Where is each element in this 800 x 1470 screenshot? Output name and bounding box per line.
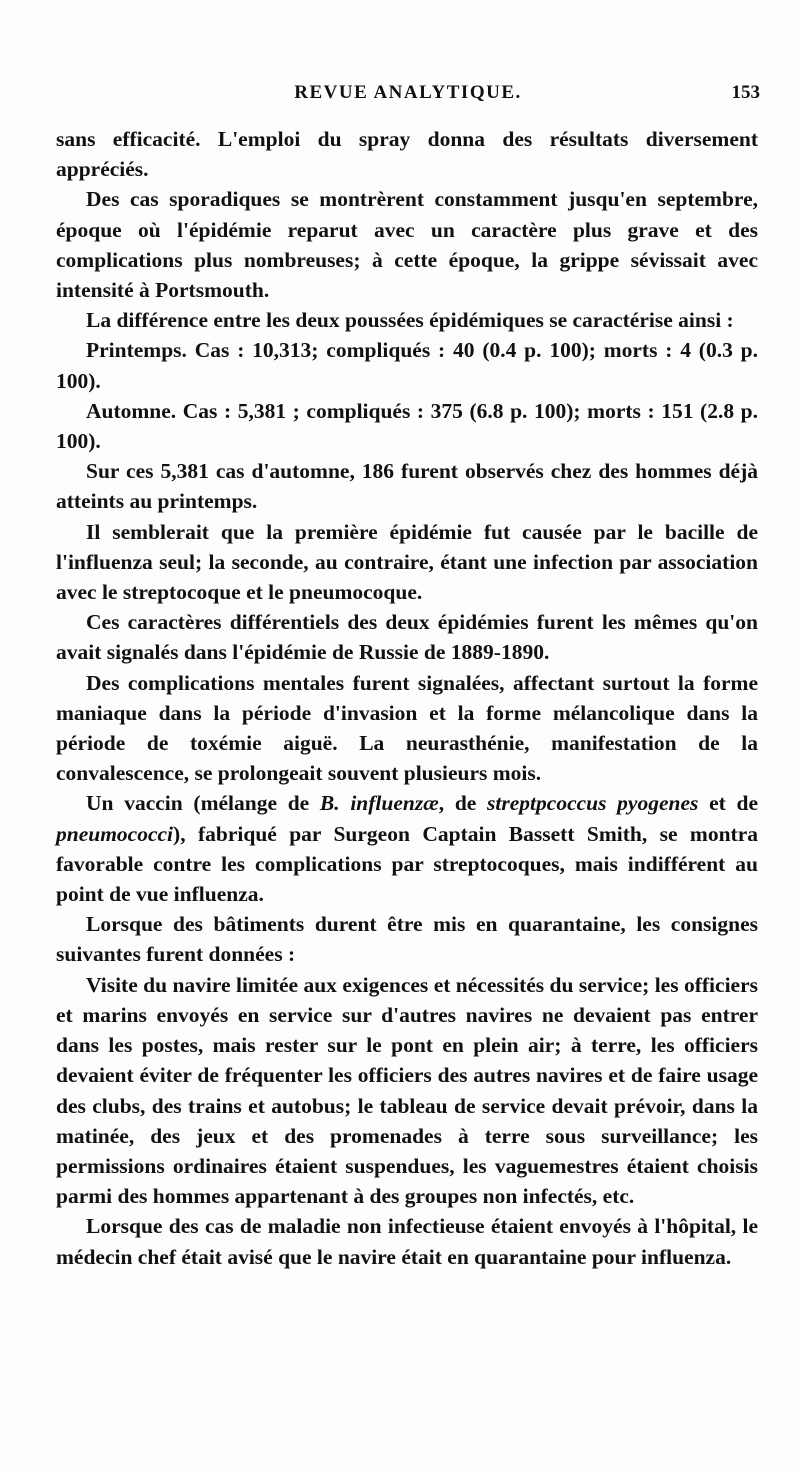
body-text (56, 124, 758, 1272)
vaccine-term-streptococcus: streptpcoccus pyogenes (487, 791, 699, 816)
vaccine-term-influenzae: B. influenzæ (319, 791, 439, 816)
paragraph-autumn-stats: Automne. Cas : 5,381 ; compliqués : 375 (6.8 p. 100); morts : 151 (2.8 p. 100). (56, 398, 758, 454)
running-title: REVUE ANALYTIQUE. (294, 82, 522, 103)
paragraph-mental-complications: Des complications mentales furent signalées, affectant surtout la forme maniaque dans la période d'invasion et la forme mélancolique dans la période de toxémie aiguë. La neurasthénie, manifestation de la convalescence, se prolongeait souvent plusieurs mois. (56, 670, 758, 786)
paragraph-vaccine (56, 788, 758, 909)
paragraph-difference: La différence entre les deux poussées épidémiques se caractérise ainsi : (86, 308, 734, 333)
vaccine-text-c: , de (438, 791, 488, 816)
paragraph-spring-stats: Printemps. Cas : 10,313; compliqués : 40 (0.4 p. 100); morts : 4 (0.3 p. 100). (56, 338, 758, 393)
paragraph-quarantine: Lorsque des bâtiments durent être mis en quarantaine, les consignes suivantes furent données : (56, 912, 758, 967)
paragraph-russia-epidemic: Ces caractères différentiels des deux épidémies furent les mêmes qu'on avait signalés dans l'épidémie de Russie de 1889-1890. (56, 610, 758, 665)
paragraph-ship-visit: Visite du navire limitée aux exigences et nécessités du service; les officiers et marins envoyés en service sur d'autres navires ne devaient pas entrer dans les postes, mais rester sur le pont en plein air; à terre, les officiers devaient éviter de fréquenter les officiers des autres navires et de faire usage des clubs, des trains et autobus; le tableau de service devait prévoir, dans la matinée, des jeux et des promenades à terre sous surveillance; les permissions ordinaires étaient suspendues, les vaguemestres étaient choisis parmi des hommes appartenant à des groupes non infectés, etc. (56, 972, 758, 1209)
paragraph-autumn-cases: Sur ces 5,381 cas d'automne, 186 furent observés chez des hommes déjà atteints au printemps. (56, 459, 758, 514)
paragraph-hospital: Lorsque des cas de maladie non infectieuse étaient envoyés à l'hôpital, le médecin chef était avisé que le navire était en quarantaine pour influenza. (56, 1214, 758, 1269)
vaccine-text-g: ), fabriqué par Surgeon Captain Bassett Smith, se montra favorable contre les complications par streptocoques, mais indifférent au point de vue influenza. (56, 821, 758, 907)
vaccine-term-pneumococci: pneumococci (56, 821, 174, 846)
paragraph-sporadic-cases: Des cas sporadiques se montrèrent constamment jusqu'en septembre, époque où l'épidémie reparut avec un caractère plus grave et des complications plus nombreuses; à cette époque, la grippe sévissait avec intensité à Portsmouth. (56, 187, 758, 303)
page-header (56, 82, 760, 112)
vaccine-text-e: et de (698, 791, 759, 816)
paragraph-continuation: sans efficacité. L'emploi du spray donna des résultats diversement appréciés. (56, 127, 758, 182)
paragraph-bacillus: Il semblerait que la première épidémie fut causée par le bacille de l'influenza seul; la seconde, au contraire, étant une infection par association avec le streptocoque et le pneumocoque. (56, 519, 758, 605)
page-number: 153 (731, 82, 760, 103)
vaccine-text-a: Un vaccin (mélange de (86, 791, 320, 816)
